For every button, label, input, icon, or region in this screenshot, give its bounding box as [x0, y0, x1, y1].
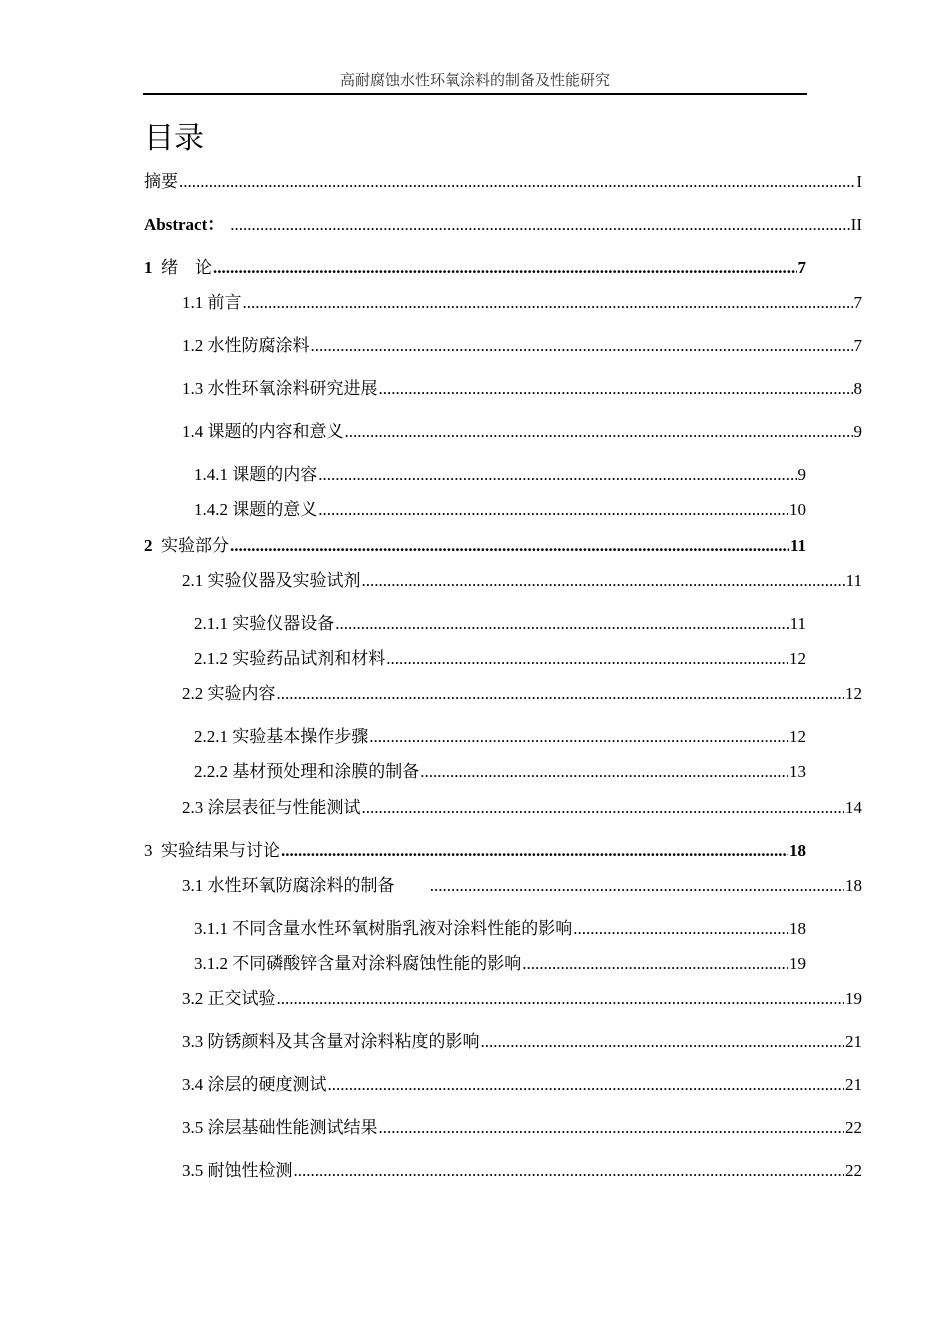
toc-entry-section-1-1[interactable]	[182, 292, 862, 314]
dot-leader	[522, 953, 788, 975]
toc-entry-chapter-2[interactable]	[144, 535, 806, 557]
toc-entry-page: 19	[789, 954, 806, 973]
dot-leader	[243, 292, 853, 314]
toc-entry-page: 22	[845, 1161, 862, 1180]
toc-entry-section-3-5-corrosion[interactable]	[182, 1160, 862, 1182]
toc-entry-page: II	[850, 215, 862, 234]
toc-entry-page: 18	[845, 876, 862, 895]
toc-entry-section-1-4[interactable]	[182, 421, 862, 443]
toc-entry-page: 13	[789, 762, 806, 781]
dot-leader	[481, 1031, 845, 1053]
toc-entry-section-3-1-2[interactable]	[194, 953, 806, 975]
toc-entry-page: 10	[789, 500, 806, 519]
toc-entry-title: 3.4 涂层的硬度测试	[182, 1075, 327, 1094]
toc-entry-page: 18	[789, 841, 806, 860]
toc-entry-section-2-1-2[interactable]	[194, 648, 806, 670]
toc-entry-title: 3.1 水性环氧防腐涂料的制备	[182, 876, 416, 895]
toc-entry-chapter-1[interactable]	[144, 257, 806, 279]
header-rule	[143, 93, 807, 95]
toc-entry-section-3-4[interactable]	[182, 1074, 862, 1096]
toc-entry-page: 11	[789, 536, 806, 555]
toc-entry-title	[144, 257, 212, 279]
dot-leader	[335, 613, 788, 635]
toc-entry-title: 2.1.2 实验药品试剂和材料	[194, 649, 386, 668]
chapter-title: 绪 论	[161, 258, 212, 277]
toc-entry-section-3-2[interactable]	[182, 988, 862, 1010]
chapter-title: 实验部分	[161, 536, 229, 555]
toc-entry-page: 14	[845, 798, 862, 817]
toc-entry-page: 12	[789, 727, 806, 746]
toc-entry-section-2-2-1[interactable]	[194, 726, 806, 748]
toc-entry-page: 9	[853, 422, 862, 441]
dot-leader	[362, 570, 845, 592]
dot-leader	[277, 683, 845, 705]
toc-entry-page: 21	[845, 1032, 862, 1051]
toc-entry-page: 21	[845, 1075, 862, 1094]
toc-entry-title: 3.1.2 不同磷酸锌含量对涂料腐蚀性能的影响	[194, 954, 522, 973]
dot-leader	[420, 761, 788, 783]
dot-leader	[573, 918, 788, 940]
toc-entry-title: 2.2.1 实验基本操作步骤	[194, 727, 369, 746]
dot-leader	[379, 378, 853, 400]
toc-entry-page: 18	[789, 919, 806, 938]
toc-entry-page: 11	[845, 571, 862, 590]
toc-entry-title: 1.4.2 课题的意义	[194, 500, 318, 519]
toc-entry-title: 1.3 水性环氧涂料研究进展	[182, 379, 378, 398]
toc-entry-title: 3.1.1 不同含量水性环氧树脂乳液对涂料性能的影响	[194, 919, 573, 938]
chapter-number: 3	[144, 841, 153, 860]
toc-entry-chapter-3[interactable]	[144, 840, 806, 862]
toc-entry-section-3-3[interactable]	[182, 1031, 862, 1053]
toc-entry-section-1-3[interactable]	[182, 378, 862, 400]
dot-leader	[318, 464, 796, 486]
toc-heading: 目录	[144, 121, 204, 156]
toc-entry-page: 12	[845, 684, 862, 703]
dot-leader	[379, 1117, 845, 1139]
dot-leader	[294, 1160, 845, 1182]
toc-entry-page: 12	[789, 649, 806, 668]
chapter-number: 1	[144, 258, 153, 277]
toc-entry-title: 3.3 防锈颜料及其含量对涂料粘度的影响	[182, 1032, 480, 1051]
chapter-title: 实验结果与讨论	[161, 841, 280, 860]
dot-leader	[328, 1074, 845, 1096]
dot-leader	[281, 840, 788, 862]
toc-entry-page: 7	[797, 258, 806, 277]
toc-entry-section-1-2[interactable]	[182, 335, 862, 357]
toc-entry-page: 7	[853, 293, 862, 312]
toc-entry-page: I	[856, 172, 862, 191]
toc-entry-title	[144, 535, 229, 557]
chapter-number: 2	[144, 536, 153, 555]
toc-entry-title: 2.1 实验仪器及实验试剂	[182, 571, 361, 590]
toc-entry-title: Abstract：	[144, 215, 225, 234]
toc-entry-section-2-1-1[interactable]	[194, 613, 806, 635]
toc-entry-section-2-1[interactable]	[182, 570, 862, 592]
toc-entry-section-3-5-results[interactable]	[182, 1117, 862, 1139]
dot-leader	[277, 988, 845, 1010]
dot-leader	[369, 726, 788, 748]
toc-entry-page: 19	[845, 989, 862, 1008]
dot-leader	[230, 214, 849, 236]
toc-entry-title: 1.1 前言	[182, 293, 242, 312]
toc-entry-title: 3.2 正交试验	[182, 989, 276, 1008]
toc-entry-section-2-3[interactable]	[182, 797, 862, 819]
toc-entry-title: 2.2 实验内容	[182, 684, 276, 703]
toc-entry-title: 2.3 涂层表征与性能测试	[182, 798, 361, 817]
toc-entry-section-3-1[interactable]	[182, 875, 862, 897]
toc-entry-title: 1.2 水性防腐涂料	[182, 336, 310, 355]
toc-entry-title: 1.4 课题的内容和意义	[182, 422, 344, 441]
toc-entry-title: 2.1.1 实验仪器设备	[194, 614, 335, 633]
toc-entry-title: 3.5 涂层基础性能测试结果	[182, 1118, 378, 1137]
toc-entry-title: 2.2.2 基材预处理和涂膜的制备	[194, 762, 420, 781]
toc-entry-page: 7	[853, 336, 862, 355]
dot-leader	[318, 499, 788, 521]
toc-entry-section-3-1-1[interactable]	[194, 918, 806, 940]
running-header-title: 高耐腐蚀水性环氧涂料的制备及性能研究	[339, 71, 610, 89]
toc-entry-abstract-en[interactable]	[144, 214, 862, 236]
toc-entry-page: 8	[853, 379, 862, 398]
dot-leader	[230, 535, 789, 557]
dot-leader	[179, 171, 855, 193]
dot-leader	[362, 797, 845, 819]
toc-entry-section-2-2-2[interactable]	[194, 761, 806, 783]
toc-entry-title: 3.5 耐蚀性检测	[182, 1161, 293, 1180]
dot-leader	[311, 335, 853, 357]
toc-entry-section-1-4-2[interactable]	[194, 499, 806, 521]
toc-entry-page: 9	[797, 465, 806, 484]
dot-leader	[430, 875, 844, 897]
toc-entry-page: 11	[789, 614, 806, 633]
toc-entry-section-2-2[interactable]	[182, 683, 862, 705]
dot-leader	[386, 648, 788, 670]
toc-entry-title: 1.4.1 课题的内容	[194, 465, 318, 484]
toc-entry-page: 22	[845, 1118, 862, 1137]
toc-entry-section-1-4-1[interactable]	[194, 464, 806, 486]
toc-entry-title	[144, 840, 280, 862]
dot-leader	[345, 421, 853, 443]
dot-leader	[213, 257, 797, 279]
toc-entry-title: 摘要	[144, 172, 178, 192]
toc-entry-abstract-cn[interactable]	[144, 171, 862, 193]
